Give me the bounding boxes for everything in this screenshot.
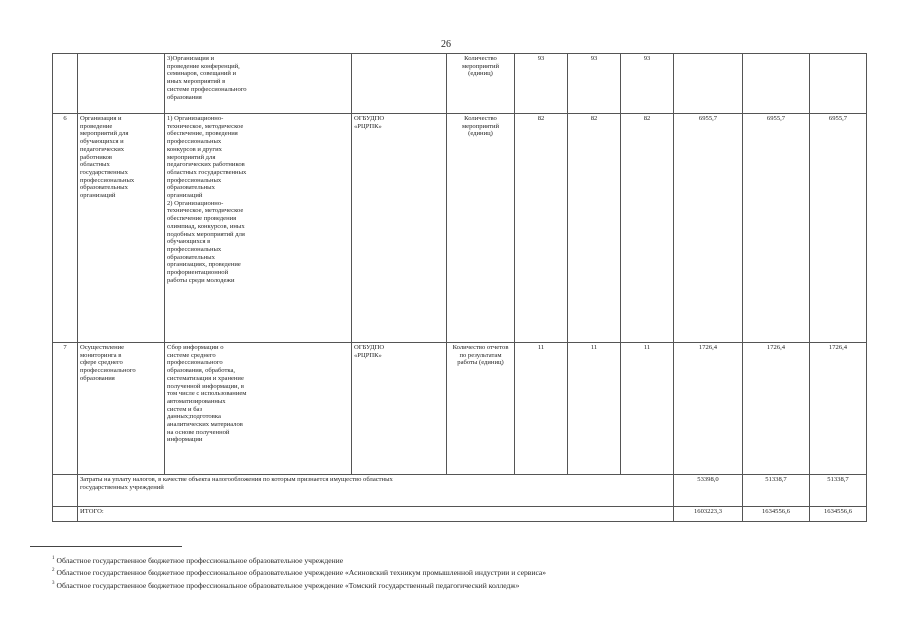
- tax-amount-year-3: 51338,7: [810, 475, 867, 507]
- total-row: [53, 507, 867, 522]
- table-row: [53, 54, 867, 114]
- value-year-1: 82: [515, 114, 568, 343]
- tax-row-label: Затраты на уплату налогов, в качестве объекта налогообложения по которым признается имущество областных государственных учреждений: [78, 475, 674, 507]
- footnote-mark: 2: [52, 568, 55, 574]
- row-number: 6: [53, 114, 78, 343]
- footnote: [52, 579, 546, 591]
- indicator: Количество мероприятий (единиц): [447, 54, 515, 114]
- amount-year-2: 1726,4: [743, 343, 810, 475]
- value-year-3: 11: [621, 343, 674, 475]
- activity-text: 3)Организация и проведение конференций, семинаров, совещаний и иных мероприятий в системе профессионального образования: [165, 54, 352, 114]
- total-amount-year-3: 1634556,6: [810, 507, 867, 522]
- value-year-2: 11: [568, 343, 621, 475]
- tax-amount-year-1: 53398,0: [674, 475, 743, 507]
- value-year-2: 82: [568, 114, 621, 343]
- footnote-text: Областное государственное бюджетное профессиональное образовательное учреждение «Асиновский техникум промышленной индустрии и сервиса»: [56, 568, 547, 578]
- footnote-text: Областное государственное бюджетное профессиональное образовательное учреждение: [56, 556, 344, 565]
- amount-year-1: [674, 54, 743, 114]
- amount-year-1: 1726,4: [674, 343, 743, 475]
- footnote-mark: 3: [52, 580, 55, 586]
- footnote-text: Областное государственное бюджетное профессиональное образовательное учреждение «Томский государственный педагогический колледж»: [56, 580, 520, 590]
- footnote: [52, 566, 546, 578]
- amount-year-3: 6955,7: [810, 114, 867, 343]
- task-name: Осуществление мониторинга в сфере среднего профессионального образования: [78, 343, 165, 475]
- footnotes: [52, 554, 546, 591]
- value-year-1: 11: [515, 343, 568, 475]
- table-row: [53, 114, 867, 343]
- footnote-divider: [30, 546, 182, 547]
- budget-table: [52, 53, 867, 522]
- task-name: Организация и проведение мероприятий для обучающихся и педагогических работников областных государственных профессиональных образовательных организаций: [78, 114, 165, 343]
- empty-cell: [53, 507, 78, 522]
- task-name: [78, 54, 165, 114]
- total-amount-year-2: 1634556,6: [743, 507, 810, 522]
- executor: ОГБУДПО «РЦРПК»: [352, 114, 447, 343]
- footnote-mark: 1: [52, 556, 55, 561]
- page-number: 26: [441, 39, 451, 50]
- empty-cell: [53, 475, 78, 507]
- indicator: Количество мероприятий (единиц): [447, 114, 515, 343]
- row-number: 7: [53, 343, 78, 475]
- activity-text: 1) Организационно- техническое, методическое обеспечение, проведения профессиональных конкурсов и других мероприятий для педагогических работников областных государственных профессиональных образовательных организаций 2) Организационно- техническое, методическое обеспечение проведения олимпиад, конкурсов, иных подобных мероприятий для обучающихся в профессиональных образовательных организациях, проведение профориентационной работы среди молодежи: [165, 114, 352, 343]
- activity-text: Сбор информации о системе среднего профессионального образования, обработка, систематизация и хранение полученной информации, в том числе с использованием автоматизированных систем и баз данных;подготовка аналитических материалов на основе полученной информации: [165, 343, 352, 475]
- value-year-2: 93: [568, 54, 621, 114]
- tax-row: [53, 475, 867, 507]
- value-year-3: 93: [621, 54, 674, 114]
- value-year-3: 82: [621, 114, 674, 343]
- amount-year-2: [743, 54, 810, 114]
- amount-year-3: 1726,4: [810, 343, 867, 475]
- table-row: [53, 343, 867, 475]
- amount-year-3: [810, 54, 867, 114]
- value-year-1: 93: [515, 54, 568, 114]
- executor: [352, 54, 447, 114]
- executor: ОГБУДПО «РЦРПК»: [352, 343, 447, 475]
- footnote: [52, 554, 546, 566]
- amount-year-2: 6955,7: [743, 114, 810, 343]
- total-amount-year-1: 1603223,3: [674, 507, 743, 522]
- row-number: [53, 54, 78, 114]
- total-label: ИТОГО:: [78, 507, 674, 522]
- amount-year-1: 6955,7: [674, 114, 743, 343]
- tax-amount-year-2: 51338,7: [743, 475, 810, 507]
- indicator: Количество отчетов по результатам работы (единиц): [447, 343, 515, 475]
